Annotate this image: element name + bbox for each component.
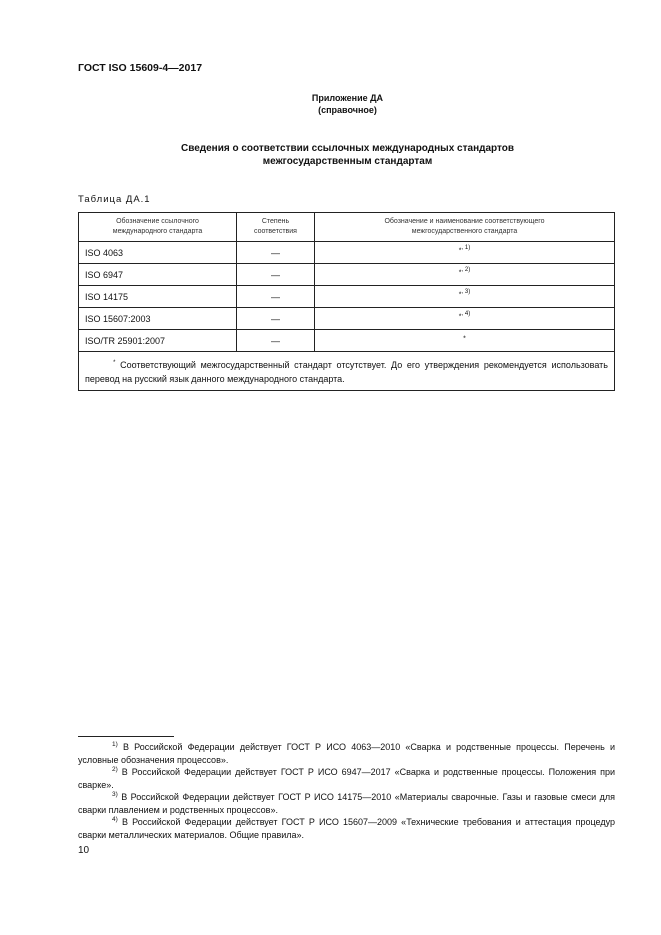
cell-footnote-ref: , 1) bbox=[461, 245, 471, 251]
table-footnote-row bbox=[79, 352, 615, 391]
header-col-standard bbox=[79, 213, 237, 242]
correspondence-table bbox=[78, 212, 615, 391]
cell-standard: ISO/TR 25901:2007 bbox=[79, 330, 237, 352]
table-row bbox=[79, 286, 615, 308]
table-footnote bbox=[79, 352, 615, 391]
cell-interstate bbox=[315, 264, 615, 286]
cell-footnote-ref: , 3) bbox=[461, 289, 471, 295]
header-col-interstate-line-1: Обозначение и наименование соответствующего bbox=[384, 218, 545, 225]
cell-degree: — bbox=[237, 286, 315, 308]
appendix-heading bbox=[0, 92, 661, 116]
footnote-separator bbox=[78, 736, 174, 737]
table-caption: Таблица ДА.1 bbox=[78, 194, 151, 205]
section-title-line-2: межгосударственным стандартам bbox=[262, 156, 433, 167]
header-col-interstate-line-2: межгосударственного стандарта bbox=[411, 228, 518, 235]
footnote-text: В Российской Федерации действует ГОСТ Р ИСО 4063—2010 «Сварка и родственные процессы. Перечень и условные обозначения процессов». bbox=[78, 742, 615, 765]
cell-mark: * bbox=[458, 291, 462, 299]
table-footnote-text: Соответствующий межгосударственный стандарт отсутствует. До его утверждения рекомендуется использовать перевод на русский язык данного международного стандарта. bbox=[85, 360, 608, 384]
cell-interstate bbox=[315, 286, 615, 308]
header-col-degree-line-2: соответствия bbox=[254, 228, 297, 235]
footnote-mark: 3) bbox=[112, 791, 118, 798]
page-number: 10 bbox=[78, 845, 90, 856]
header-col-degree bbox=[237, 213, 315, 242]
cell-standard: ISO 15607:2003 bbox=[79, 308, 237, 330]
header-col-interstate bbox=[315, 213, 615, 242]
cell-standard: ISO 14175 bbox=[79, 286, 237, 308]
header-col-degree-line-1: Степень bbox=[261, 218, 290, 225]
footnote-text: В Российской Федерации действует ГОСТ Р ИСО 15607—2009 «Технические требования и аттестация процедур сварки металлических материалов. Общие правила». bbox=[78, 817, 615, 840]
cell-mark: * bbox=[458, 269, 462, 277]
cell-footnote-ref: , 2) bbox=[461, 267, 471, 273]
cell-standard: ISO 4063 bbox=[79, 242, 237, 264]
header-col-standard-line-1: Обозначение ссылочного bbox=[116, 218, 199, 225]
footnote-text: В Российской Федерации действует ГОСТ Р ИСО 6947—2017 «Сварка и родственные процессы. Положения при сварке». bbox=[78, 767, 615, 790]
table-row bbox=[79, 264, 615, 286]
table-row bbox=[79, 330, 615, 352]
section-title bbox=[0, 142, 661, 168]
footnote-mark: 2) bbox=[112, 766, 118, 773]
table-header-row bbox=[79, 213, 615, 242]
footnote-mark: 1) bbox=[112, 741, 118, 748]
cell-footnote-ref: , 4) bbox=[461, 311, 471, 317]
cell-mark: * bbox=[463, 335, 466, 343]
cell-interstate bbox=[315, 242, 615, 264]
cell-mark: * bbox=[458, 313, 462, 321]
cell-degree: — bbox=[237, 330, 315, 352]
cell-degree: — bbox=[237, 308, 315, 330]
cell-degree: — bbox=[237, 242, 315, 264]
cell-mark: * bbox=[458, 247, 462, 255]
section-title-line-1: Сведения о соответствии ссылочных международных стандартов bbox=[180, 143, 515, 154]
cell-interstate bbox=[315, 330, 615, 352]
table-row bbox=[79, 308, 615, 330]
footnote-text: В Российской Федерации действует ГОСТ Р ИСО 14175—2010 «Материалы сварочные. Газы и газовые смеси для сварки плавлением и родственных процессов». bbox=[78, 792, 615, 815]
table-row bbox=[79, 242, 615, 264]
cell-degree: — bbox=[237, 264, 315, 286]
footnote-mark: 4) bbox=[112, 816, 118, 823]
cell-interstate bbox=[315, 308, 615, 330]
cell-standard: ISO 6947 bbox=[79, 264, 237, 286]
appendix-subtitle: (справочное) bbox=[318, 105, 377, 115]
table-footnote-mark: * bbox=[113, 360, 116, 366]
header-col-standard-line-2: международного стандарта bbox=[112, 228, 203, 235]
appendix-title: Приложение ДА bbox=[311, 93, 384, 103]
document-id: ГОСТ ISO 15609-4—2017 bbox=[78, 62, 203, 74]
footnote-4 bbox=[78, 813, 615, 842]
